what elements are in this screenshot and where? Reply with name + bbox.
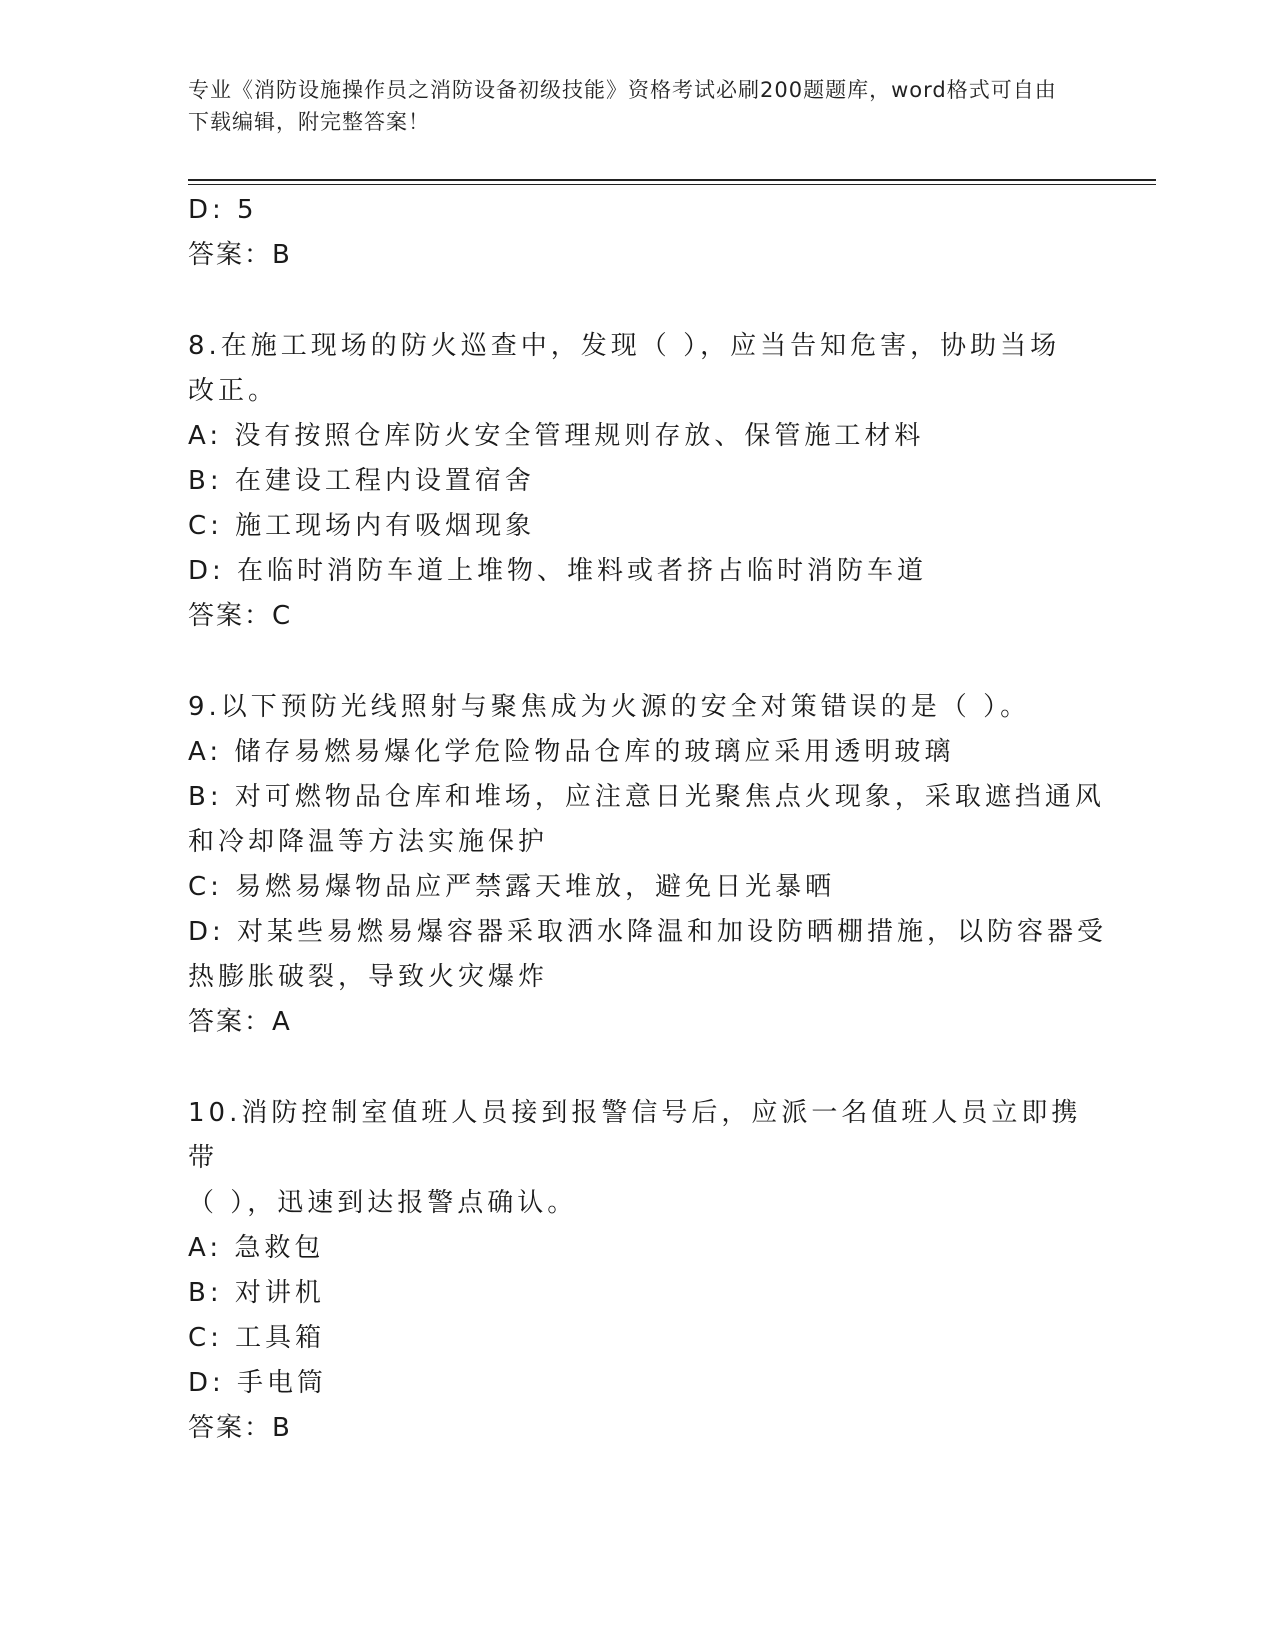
q9-option-d-line1: D: 对某些易燃易爆容器采取洒水降温和加设防晒棚措施，以防容器受 [188,917,1108,947]
q7-answer: 答案：B [188,240,292,270]
q8-option-c: C: 施工现场内有吸烟现象 [188,511,536,541]
q9-option-a: A: 储存易燃易爆化学危险物品仓库的玻璃应采用透明玻璃 [188,737,955,767]
q10-answer: 答案：B [188,1413,292,1443]
question-10 [188,1091,1088,1451]
q10-option-b: B: 对讲机 [188,1278,325,1308]
q10-option-c: C: 工具箱 [188,1323,326,1353]
q9-option-b-line1: B: 对可燃物品仓库和堆场，应注意日光聚焦点火现象，采取遮挡通风 [188,782,1105,812]
q10-stem-line1: 10.消防控制室值班人员接到报警信号后，应派一名值班人员立即携带 [188,1098,1082,1173]
header-divider-thick [188,179,1156,181]
q7-option-d: D: 5 [188,195,258,225]
q9-option-d-line2: 热膨胀破裂，导致火灾爆炸 [188,962,549,992]
q8-option-b: B: 在建设工程内设置宿舍 [188,466,535,496]
q9-answer: 答案：A [188,1007,292,1037]
q10-stem-line2: （ ），迅速到达报警点确认。 [188,1188,578,1218]
header-divider-thin [188,184,1156,185]
question-8 [188,324,1088,639]
document-header: 专业《消防设施操作员之消防设备初级技能》资格考试必刷200题题库，word格式可自由下载编辑，附完整答案！ [188,78,1057,134]
q9-option-c: C: 易燃易爆物品应严禁露天堆放，避免日光暴晒 [188,872,836,902]
q10-option-a: A: 急救包 [188,1233,325,1263]
q8-answer: 答案：C [188,601,293,631]
q8-stem-line2: 改正。 [188,376,279,406]
q9-stem-line1: 9.以下预防光线照射与聚焦成为火源的安全对策错误的是（ ）。 [188,692,1031,722]
q9-option-b-line2: 和冷却降温等方法实施保护 [188,827,549,857]
q10-option-d: D: 手电筒 [188,1368,328,1398]
q8-option-d: D: 在临时消防车道上堆物、堆料或者挤占临时消防车道 [188,556,928,586]
q8-stem-line1: 8.在施工现场的防火巡查中，发现（ ），应当告知危害，协助当场 [188,331,1061,361]
document-body [188,188,1108,1451]
q8-option-a: A: 没有按照仓库防火安全管理规则存放、保管施工材料 [188,421,925,451]
question-9 [188,685,1108,1045]
